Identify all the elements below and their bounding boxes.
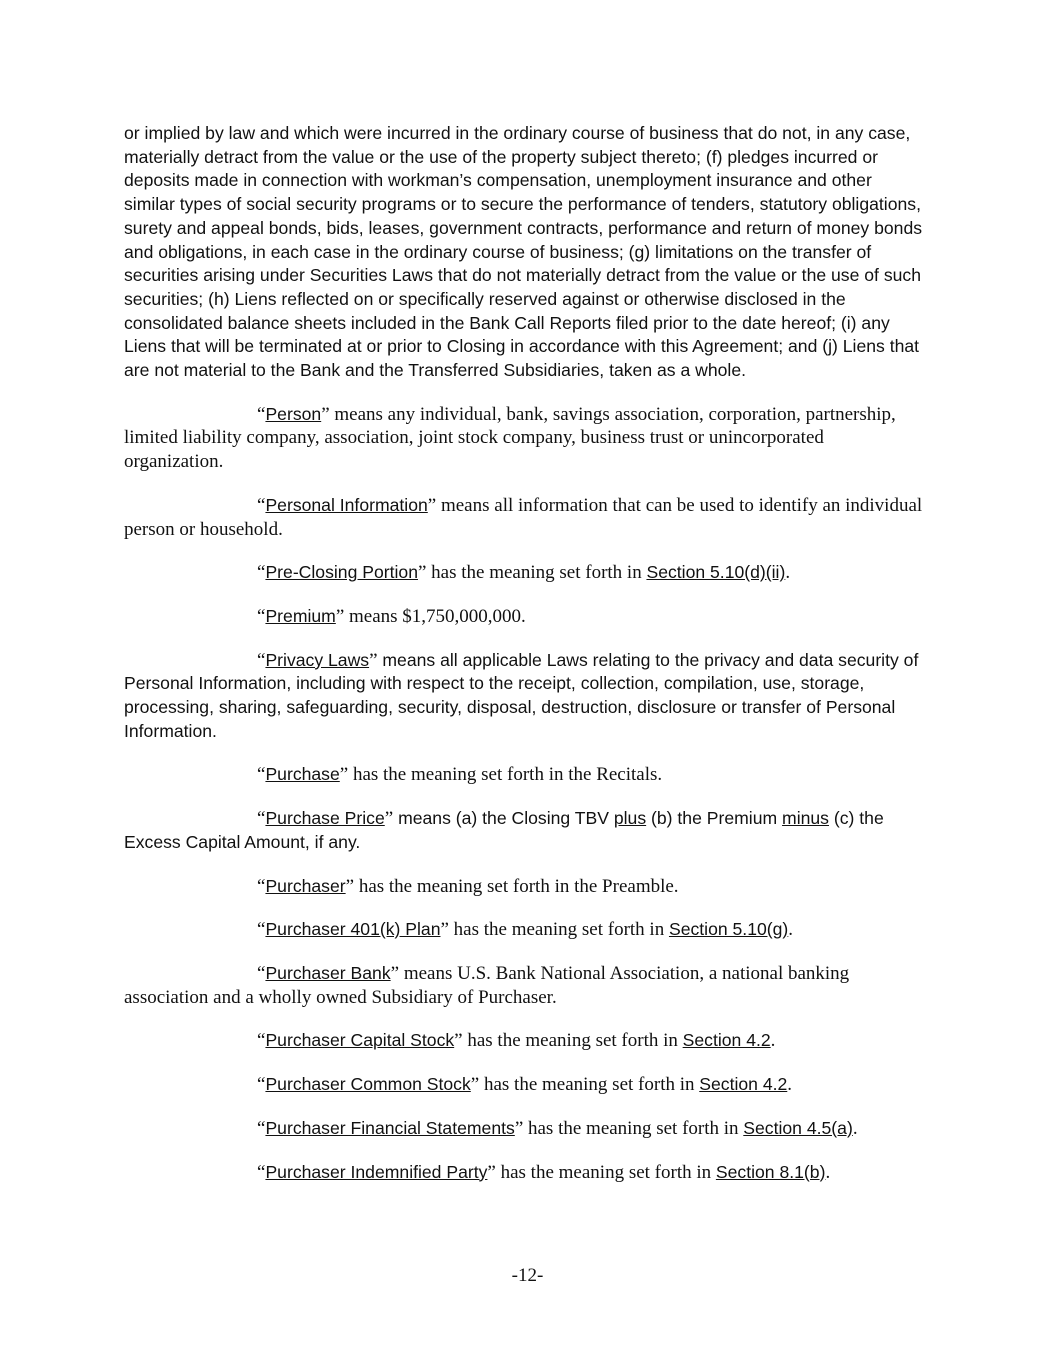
defined-term: Purchaser xyxy=(265,875,346,896)
definition-text: has the meaning set forth in xyxy=(523,1117,744,1139)
definition-purchaser: “Purchaser” has the meaning set forth in the Preamble. xyxy=(257,875,679,897)
continuation-paragraph: or implied by law and which were incurred in the ordinary course of business that do not, in any case, materially detract from the value or the use of the property subject thereto; (f) pledges incurred or deposits made in connection with workman’s compensation, unemployment insurance and other similar types of social security programs or to secure the performance of tenders, statutory obligations, surety and appeal bonds, bids, leases, government contracts, performance and return of money bonds and obligations, in each case in the ordinary course of business; (g) limitations on the transfer of securities arising under Securities Laws that do not materially detract from the value or the use of such securities; (h) Liens reflected on or specifically reserved against or otherwise disclosed in the consolidated balance sheets included in the Bank Call Reports filed prior to the date hereof; (i) any Liens that will be terminated at or prior to Closing in accordance with this Agreement; and (j) Liens that are not material to the Bank and the Transferred Subsidiaries, taken as a whole. xyxy=(124,123,923,381)
underlined-word: plus xyxy=(613,808,647,829)
defined-term: Purchase xyxy=(265,764,340,785)
definition-text: means any individual, bank, savings association, corporation, partnership, limited liability company, association, joint stock company, business trust or unincorporated organization. xyxy=(124,403,896,473)
definition-privacy-laws: “Privacy Laws” means all applicable Laws relating to the privacy and data security of Personal Information, including with respect to the receipt, collection, compilation, use, storage, processing, sharing, safeguarding, security, disposal, destruction, disclosure or transfer of Personal Information. xyxy=(124,649,919,741)
definition-text: has the meaning set forth in the Recitals. xyxy=(348,764,663,786)
defined-term: Purchaser Capital Stock xyxy=(265,1030,455,1051)
definition-text: means (a) the Closing TBV xyxy=(393,808,614,829)
section-reference: Section 5.10(d)(ii) xyxy=(646,562,786,583)
definition-text: has the meaning set forth in xyxy=(495,1161,716,1183)
definition-text: means U.S. Bank National Association, a national banking association and a wholly owned Subsidiary of Purchaser. xyxy=(124,962,850,1008)
section-reference: Section 4.2 xyxy=(699,1074,788,1095)
section-reference: Section 8.1(b) xyxy=(715,1161,826,1182)
definition-purchaser-indemnified-party: “Purchaser Indemnified Party” has the meaning set forth in Section 8.1(b). xyxy=(257,1161,831,1183)
definition-text: has the meaning set forth in xyxy=(426,562,647,584)
definition-text: means all information that can be used to identify an individual person or household. xyxy=(124,494,923,540)
section-reference: Section 4.5(a) xyxy=(743,1117,853,1138)
definition-text: means $1,750,000,000. xyxy=(344,605,526,627)
definition-text: (c) the Excess Capital Amount, if any. xyxy=(124,808,884,852)
definition-purchaser-common-stock: “Purchaser Common Stock” has the meaning set forth in Section 4.2. xyxy=(257,1074,793,1096)
defined-term: Purchaser Bank xyxy=(265,962,391,983)
definition-text: means all applicable Laws relating to the privacy and data security of Personal Information, including with respect to the receipt, collection, compilation, use, storage, processing, sharing, safeguarding, security, disposal, destruction, disclosure or transfer of Personal Information. xyxy=(124,649,919,741)
defined-term: Purchaser Indemnified Party xyxy=(265,1161,488,1182)
definition-text: has the meaning set forth in xyxy=(479,1074,700,1096)
defined-term: Person xyxy=(265,403,322,424)
definition-purchaser-capital-stock: “Purchaser Capital Stock” has the meaning set forth in Section 4.2. xyxy=(257,1030,776,1052)
defined-term: Personal Information xyxy=(265,494,428,515)
section-reference: Section 5.10(g) xyxy=(668,919,789,940)
defined-term: Purchaser Common Stock xyxy=(265,1074,471,1095)
page-number: -12- xyxy=(511,1265,544,1286)
section-reference: Section 4.2 xyxy=(682,1030,771,1051)
defined-term: Pre-Closing Portion xyxy=(265,562,418,583)
definition-text: has the meaning set forth in the Preamble. xyxy=(354,875,679,897)
definition-text: has the meaning set forth in xyxy=(462,1030,683,1052)
defined-term: Purchaser Financial Statements xyxy=(265,1117,515,1138)
definition-person: “Person” means any individual, bank, savings association, corporation, partnership, limited liability company, association, joint stock company, business trust or unincorporated organization. xyxy=(124,403,896,473)
definition-pre-closing-portion: “Pre-Closing Portion” has the meaning set forth in Section 5.10(d)(ii). xyxy=(257,562,791,584)
defined-term: Premium xyxy=(265,605,336,626)
definition-purchaser-401k-plan: “Purchaser 401(k) Plan” has the meaning set forth in Section 5.10(g). xyxy=(257,919,794,941)
definition-text: (b) the Premium xyxy=(646,808,783,829)
definition-purchaser-financial-statements: “Purchaser Financial Statements” has the meaning set forth in Section 4.5(a). xyxy=(257,1117,858,1139)
document-body xyxy=(124,122,924,1204)
definition-personal-information: “Personal Information” means all information that can be used to identify an individual person or household. xyxy=(124,494,923,540)
definition-purchaser-bank: “Purchaser Bank” means U.S. Bank National Association, a national banking association and a wholly owned Subsidiary of Purchaser. xyxy=(124,962,850,1008)
definition-purchase: “Purchase” has the meaning set forth in the Recitals. xyxy=(257,764,663,786)
defined-term: Purchase Price xyxy=(265,808,385,829)
underlined-word: minus xyxy=(782,808,829,829)
definition-purchase-price: “Purchase Price” means (a) the Closing TBV plus (b) the Premium minus (c) the Excess Capital Amount, if any. xyxy=(124,808,884,852)
defined-term: Privacy Laws xyxy=(265,649,370,670)
definition-text: has the meaning set forth in xyxy=(448,919,669,941)
defined-term: Purchaser 401(k) Plan xyxy=(265,919,441,940)
definition-premium: “Premium” means $1,750,000,000. xyxy=(257,605,526,627)
